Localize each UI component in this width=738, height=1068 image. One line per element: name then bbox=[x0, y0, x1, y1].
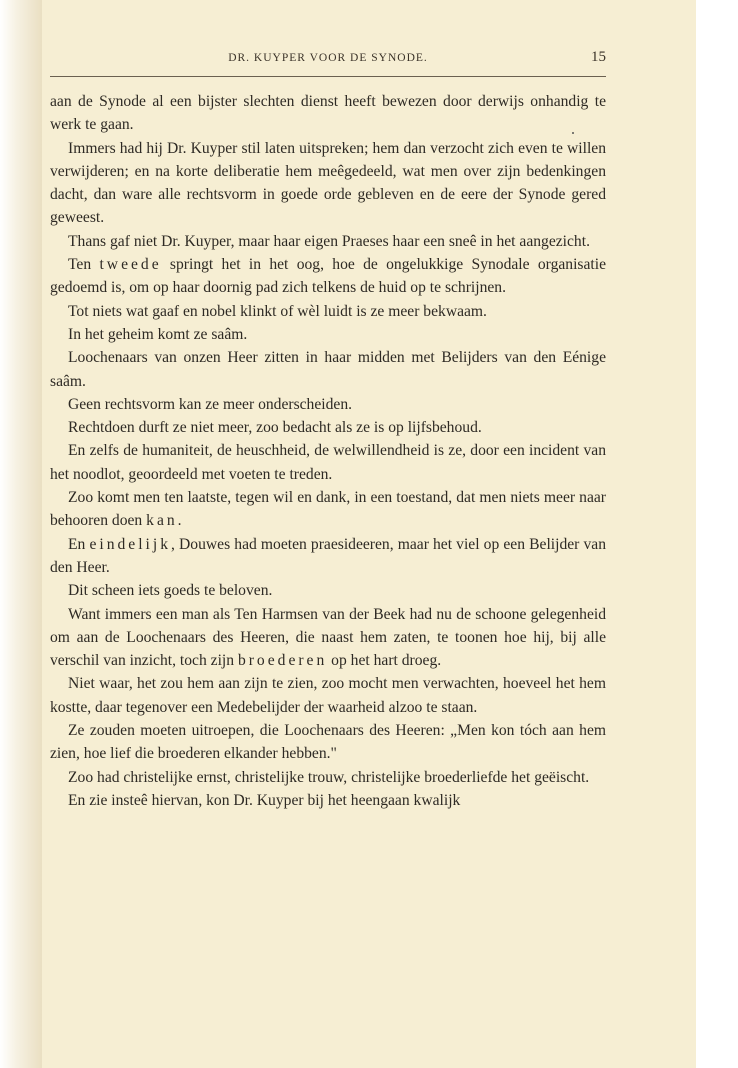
paragraph: Ze zouden moeten uitroepen, die Loochenaars des Heeren: „Men kon tóch aan hem zien, hoe lief die broederen elkander hebben." bbox=[50, 722, 606, 763]
paragraph: Rechtdoen durft ze niet meer, zoo bedacht als ze is op lijfsbehoud. bbox=[68, 419, 482, 437]
spaced-emphasis: tweede bbox=[99, 256, 162, 274]
paragraph: Want immers een man als Ten Harmsen van der Beek had nu de schoone gelegenheid om aan de Loochenaars des Heeren, die naast hem zaten, te toonen hoe hij, bij alle verschil van inzicht, toch zijn broederen op het hart droeg. bbox=[50, 605, 606, 670]
paragraph: aan de Synode al een bijster slechten dienst heeft bewezen door derwijs onhandig te werk te gaan. bbox=[50, 93, 606, 134]
paragraph: Tot niets wat gaaf en nobel klinkt of wèl luidt is ze meer bekwaam. bbox=[68, 302, 487, 320]
running-title: DR. KUYPER VOOR DE SYNODE. bbox=[228, 52, 428, 64]
paragraph: Immers had hij Dr. Kuyper stil laten uitspreken; hem dan verzocht zich even te willen verwijderen; en na korte deliberatie hem meêgedeeld, wat men over zijn bedenkingen dacht, dan ware alle rechtsvorm in goede orde gebleven en de eere der Synode gered geweest. bbox=[50, 139, 606, 227]
paragraph: In het geheim komt ze saâm. bbox=[68, 325, 248, 343]
paragraph: Niet waar, het zou hem aan zijn te zien, zoo mocht men verwachten, hoeveel het hem kostte, daar tegenover een Medebelijder der waarheid alzoo te staan. bbox=[50, 675, 606, 716]
paragraph: Ten tweede springt het in het oog, hoe de ongelukkige Synodale organisatie gedoemd is, om op haar doornig pad zich telkens de huid op te schrijnen. bbox=[50, 256, 606, 297]
paragraph: En zelfs de humaniteit, de heuschheid, de welwillendheid is ze, door een incident van het noodlot, geoordeeld met voeten te treden. bbox=[50, 442, 606, 483]
paragraph: Dit scheen iets goeds te beloven. bbox=[68, 582, 273, 600]
body-text bbox=[50, 90, 606, 812]
page-number: 15 bbox=[591, 49, 606, 65]
page-header bbox=[50, 49, 606, 74]
paragraph: Thans gaf niet Dr. Kuyper, maar haar eigen Praeses haar een sneê in het aangezicht. bbox=[68, 232, 590, 250]
header-rule bbox=[50, 76, 606, 77]
paragraph: Loochenaars van onzen Heer zitten in haar midden met Belijders van den Eénige saâm. bbox=[50, 349, 606, 390]
spaced-emphasis: broederen bbox=[237, 652, 328, 670]
paragraph: En zie insteê hiervan, kon Dr. Kuyper bij het heengaan kwalijk bbox=[68, 791, 461, 809]
paragraph: Zoo had christelijke ernst, christelijke trouw, christelijke broederliefde het geëischt. bbox=[68, 768, 590, 786]
paragraph: En eindelijk, Douwes had moeten praesideeren, maar het viel op een Belijder van den Heer. bbox=[50, 535, 606, 576]
paragraph: Geen rechtsvorm kan ze meer onderscheiden. bbox=[68, 395, 353, 413]
spaced-emphasis: eindelijk bbox=[89, 535, 172, 553]
spaced-emphasis: kan bbox=[146, 512, 178, 530]
paragraph: Zoo komt men ten laatste, tegen wil en dank, in een toestand, dat men niets meer naar behooren doen kan. bbox=[50, 489, 606, 530]
book-spine-shadow bbox=[0, 0, 42, 1068]
